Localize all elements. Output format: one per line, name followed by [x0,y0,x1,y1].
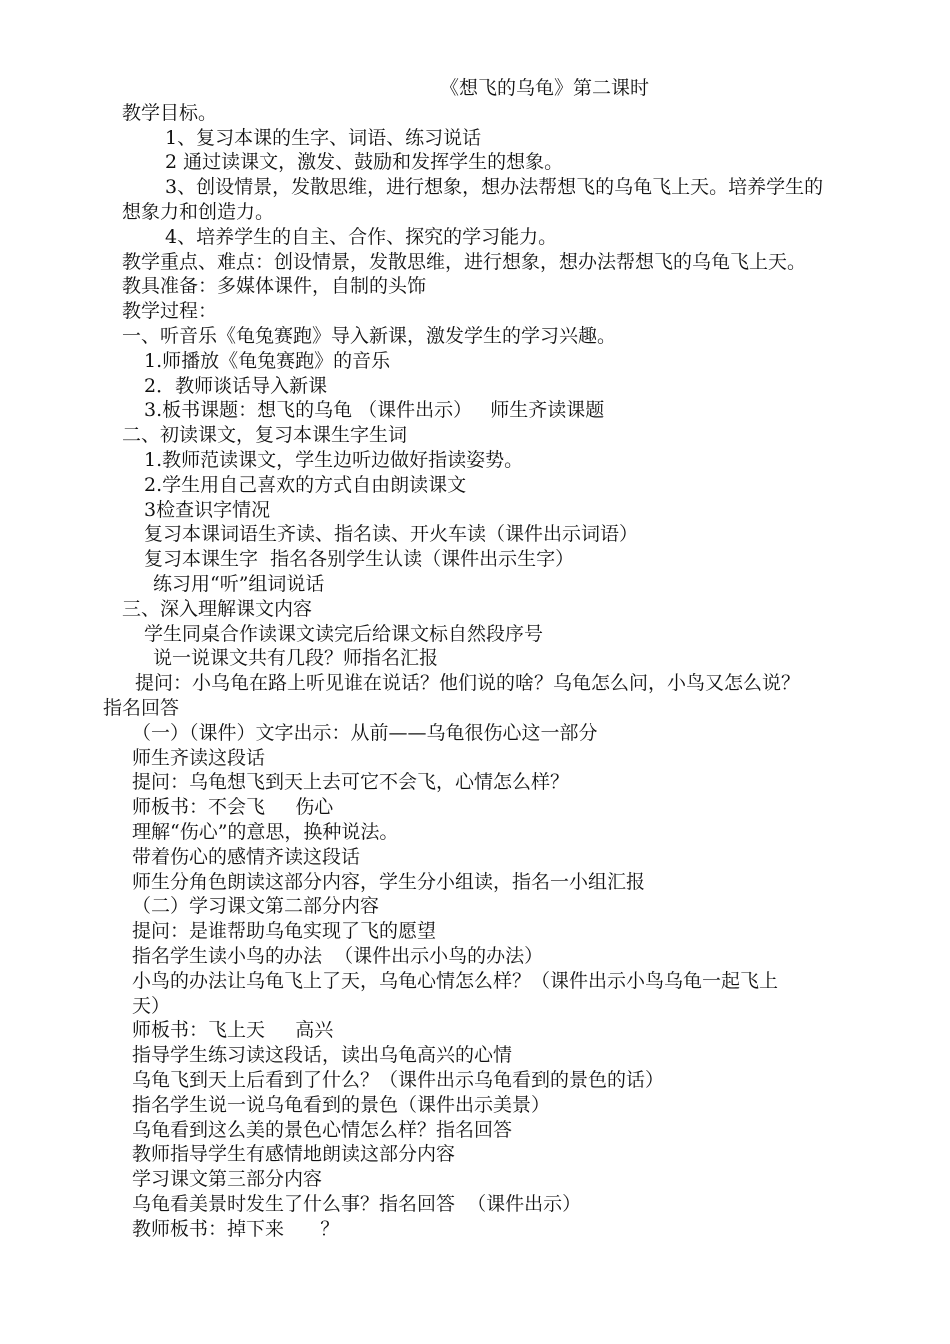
text-line: 师生齐读这段话 [132,747,266,769]
text-line: 二、初读课文，复习本课生字生词 [122,424,408,446]
text-line: 1、复习本课的生字、词语、练习说话 [165,127,482,149]
text-line: 三、深入理解课文内容 [122,598,313,620]
text-line: 指名学生说一说乌龟看到的景色（课件出示美景） [132,1094,551,1116]
text-line: 教师指导学生有感情地朗读这部分内容 [132,1143,456,1165]
text-line: 2.学生用自己喜欢的方式自由朗读课文 [144,474,467,496]
text-line: 学习课文第三部分内容 [132,1168,323,1190]
text-line: 说一说课文共有几段？师指名汇报 [153,647,439,669]
text-line: 师板书：飞上天 高兴 [132,1019,334,1041]
text-line: 2 通过读课文，激发、鼓励和发挥学生的想象。 [165,151,564,173]
text-line: 小鸟的办法让乌龟飞上了天，乌龟心情怎么样？（课件出示小鸟乌龟一起飞上 [132,970,779,992]
text-line: 乌龟看到这么美的景色心情怎么样？指名回答 [132,1119,513,1141]
text-line: 一、听音乐《龟兔赛跑》导入新课，激发学生的学习兴趣。 [122,325,617,347]
document-title: 《想飞的乌龟》第二课时 [440,77,650,99]
text-line: 天） [132,995,171,1017]
text-line: 学生同桌合作读课文读完后给课文标自然段序号 [144,623,544,645]
text-line: 带着伤心的感情齐读这段话 [132,846,361,868]
text-line: 师生分角色朗读这部分内容，学生分小组读，指名一小组汇报 [132,871,646,893]
text-line: 3检查识字情况 [144,499,271,521]
text-line: 乌龟看美景时发生了什么事？指名回答 （课件出示） [132,1193,582,1215]
text-line: 3.板书课题：想飞的乌龟 （课件出示） 师生齐读课题 [144,399,605,421]
text-line: 教学目标。 [122,102,218,124]
text-line: 提问：小乌龟在路上听见谁在说话？他们说的啥？乌龟怎么问，小鸟又怎么说？ [135,672,801,694]
text-line: 4、培养学生的自主、合作、探究的学习能力。 [165,226,558,248]
text-line: 师板书：不会飞 伤心 [132,796,334,818]
text-line: 复习本课生字 指名各别学生认读（课件出示生字） [144,548,575,570]
text-line: 理解“伤心”的意思，换种说法。 [132,821,399,843]
text-line: 想象力和创造力。 [122,201,275,223]
text-line: 练习用“听”组词说话 [153,573,325,595]
text-line: 指名回答 [103,697,180,719]
text-line: 指名学生读小鸟的办法 （课件出示小鸟的办法） [132,945,544,967]
text-line: 3、创设情景，发散思维，进行想象，想办法帮想飞的乌龟飞上天。培养学生的 [165,176,824,198]
text-line: 1.教师范读课文，学生边听边做好指读姿势。 [144,449,524,471]
text-line: 教学过程： [122,300,218,322]
text-line: 指导学生练习读这段话，读出乌龟高兴的心情 [132,1044,513,1066]
text-line: 乌龟飞到天上后看到了什么？（课件出示乌龟看到的景色的话） [132,1069,665,1091]
text-line: 2．教师谈话导入新课 [144,375,328,397]
text-line: 复习本课词语生齐读、指名读、开火车读（课件出示词语） [144,523,639,545]
text-line: （二）学习课文第二部分内容 [132,895,380,917]
text-line: 教学重点、难点：创设情景，发散思维，进行想象，想办法帮想飞的乌龟飞上天。 [122,251,807,273]
text-line: 提问：乌龟想飞到天上去可它不会飞，心情怎么样？ [132,771,570,793]
text-line: （一）（课件）文字出示：从前——乌龟很伤心这一部分 [132,722,598,744]
text-line: 提问：是谁帮助乌龟实现了飞的愿望 [132,920,437,942]
text-line: 1.师播放《龟兔赛跑》的音乐 [144,350,391,372]
text-line: 教具准备：多媒体课件，自制的头饰 [122,275,427,297]
text-line: 教师板书：掉下来 ？ [132,1218,340,1240]
